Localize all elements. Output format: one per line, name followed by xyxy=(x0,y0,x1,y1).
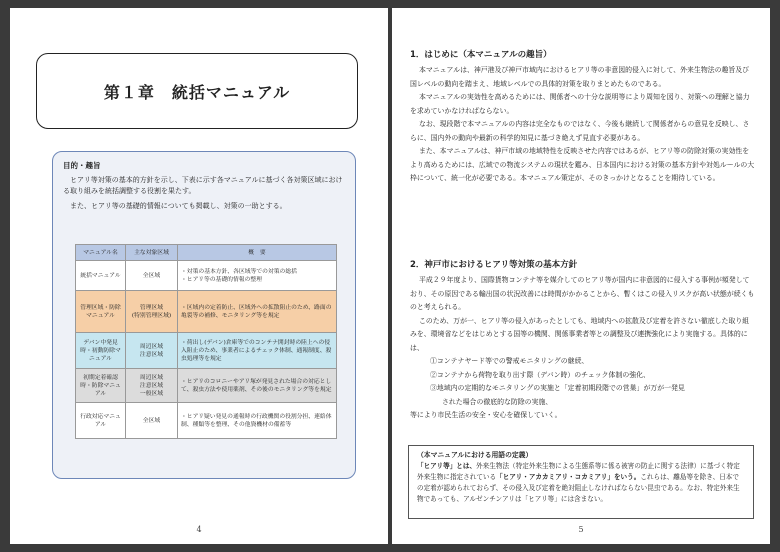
paragraph: なお、現段階で本マニュアルの内容は完全なものではなく、今後も継続して関係者からの意見を反映し、さらに、国内外の動向や最新の科学的知見に基づき絶えず見直す必要がある。 xyxy=(410,120,750,142)
manual-table xyxy=(75,244,337,439)
table-cell: 全区域 xyxy=(126,261,178,291)
section-body xyxy=(410,274,755,423)
table-cell: ・区域内の定着防止、区域外への拡散阻止のため、路面の亀裂等の補修、モニタリング等を規定 xyxy=(178,291,337,333)
table-cell: 全区域 xyxy=(126,403,178,439)
purpose-text-1: ヒアリ等対策の基本的方針を示し、下表に示す各マニュアルに基づく各対策区域における取り組みを統括調整する役割を果たす。 xyxy=(63,176,343,195)
table-cell: 周辺区域 注意区域 xyxy=(126,333,178,369)
page-number: 5 xyxy=(578,525,584,534)
table-header-cell: 概 要 xyxy=(178,245,337,261)
purpose-box xyxy=(52,151,356,479)
table-cell: 行政対応マニュアル xyxy=(76,403,126,439)
list-item: ②コンテナから荷物を取り出す際（デバン時）のチェック体制の強化、 xyxy=(430,370,650,379)
term-highlight: 「ヒアリ等」とは、 xyxy=(417,462,477,470)
section-title: 1．はじめに（本マニュアルの趣旨） xyxy=(410,50,552,60)
table-row xyxy=(76,261,337,291)
table-cell: ・荷出し(デバン)倉庫等でのコンテナ開封時の陸上への侵入阻止のため、事業者によるチェック体制、通報制度、殺虫処理等を規定 xyxy=(178,333,337,369)
page-number: 4 xyxy=(196,525,202,534)
purpose-heading: 目的・趣旨 xyxy=(63,161,101,170)
paragraph: 本マニュアルの実効性を高めるためには、関係者への十分な説明等により周知を図り、対策への理解と協力を求めていかなければならない。 xyxy=(410,93,750,115)
table-header-cell: マニュアル名 xyxy=(76,245,126,261)
table-cell: デバン中発見時・初動防除マニュアル xyxy=(76,333,126,369)
table-cell: 周辺区域 注意区域 一般区域 xyxy=(126,369,178,403)
paragraph: 等により市民生活の安全・安心を確保していく。 xyxy=(410,411,562,419)
table-cell: ・ヒアリ疑い発見の通報時の行政機関の役割分担、連絡体制、種類等を整理、その他資機材の備蓄等 xyxy=(178,403,337,439)
table-cell: 管理区域・防除マニュアル xyxy=(76,291,126,333)
purpose-text-2: また、ヒアリ等の基礎的情報についても掲載し、対策の一助とする。 xyxy=(70,202,287,210)
left-page xyxy=(10,8,388,544)
term-definition-box xyxy=(408,445,754,519)
term-definition-text xyxy=(417,461,745,505)
paragraph: このため、万が一、ヒアリ等の侵入があったとしても、地域内への拡散及び定着を許さない徹底した取り組みを、環境省などをはじめとする国等の機関、関係事業者等との調整及び連携強化により実施する。具体的には、 xyxy=(410,316,750,352)
document-spread xyxy=(10,8,770,544)
chapter-title-box xyxy=(36,53,358,129)
section-body xyxy=(410,64,755,186)
table-row xyxy=(76,333,337,369)
table-header-cell: 主な対象区域 xyxy=(126,245,178,261)
term-text: これらは、離島等を除き、日本での定着が認められておらず、その侵入及び定着を絶対阻止しなければならない昆虫である。なお、特定外来生物であっても、アルゼンチンアリは「ヒアリ等」には含まない。 xyxy=(417,473,740,503)
table-cell: 統括マニュアル xyxy=(76,261,126,291)
table-header-row xyxy=(76,245,337,261)
table-cell: 管理区域 (特別管理区域) xyxy=(126,291,178,333)
table-cell: 初期定着確認時・防除マニュアル xyxy=(76,369,126,403)
term-box-heading: （本マニュアルにおける用語の定義） xyxy=(417,451,533,459)
paragraph: また、本マニュアルは、神戸市域の地域特性を反映させた内容ではあるが、ヒアリ等の防除対策の実効性をより高めるためには、広域での物流システムの現状を鑑み、日本国内における対策の基本方針や対処ルールの大枠について、統一化が必要である。本マニュアル策定が、そのきっかけとなることを期待している。 xyxy=(410,147,755,182)
chapter-title: 第１章 統括マニュアル xyxy=(103,82,291,102)
table-cell: ・対策の基本方針、各区域等での対策の総括 ・ヒアリ等の基礎的情報の整理 xyxy=(178,261,337,291)
right-page xyxy=(392,8,770,544)
paragraph: 本マニュアルは、神戸港及び神戸市域内におけるヒアリ等の非意図的侵入に対して、外来生物法の趣旨及び国レベルの動向を踏まえ、地域レベルでの具体的対策を取りまとめたものである。 xyxy=(410,66,750,88)
section-title: 2．神戸市におけるヒアリ等対策の基本方針 xyxy=(410,260,578,270)
list-item: ①コンテナヤード等での警戒モニタリングの継続、 xyxy=(430,357,589,365)
list-item-continuation: された場合の徹底的な防除の実施、 xyxy=(442,397,553,406)
table-cell: ・ヒアリのコロニーやアリ塚が発見された場合の対応として、殺虫方法や使用薬剤、その後のモニタリング等を規定 xyxy=(178,369,337,403)
list-item: ③地域内の定期的なモニタリングの実施と「定着初期段階での営巣」が万が一発見 xyxy=(430,384,685,392)
term-text: 外来生物法（特定外来生物による生態系等に係る被害の防止に関する法律）に基づく特定外来生物に指定されている xyxy=(417,462,740,481)
table-row xyxy=(76,403,337,439)
table-row xyxy=(76,369,337,403)
table-row xyxy=(76,291,337,333)
paragraph: 平成２９年度より、国際貨物コンテナ等を媒介してのヒアリ等が国内に非意図的に侵入する事例が頻発しており、その原因である輸出国の状況改善には時間がかかることから、暫くはこの侵入リスクが高い状態が続くものと考えられる。 xyxy=(410,276,755,311)
term-highlight: 「ヒアリ・アカカミアリ・コカミアリ」をいう。 xyxy=(496,473,641,481)
